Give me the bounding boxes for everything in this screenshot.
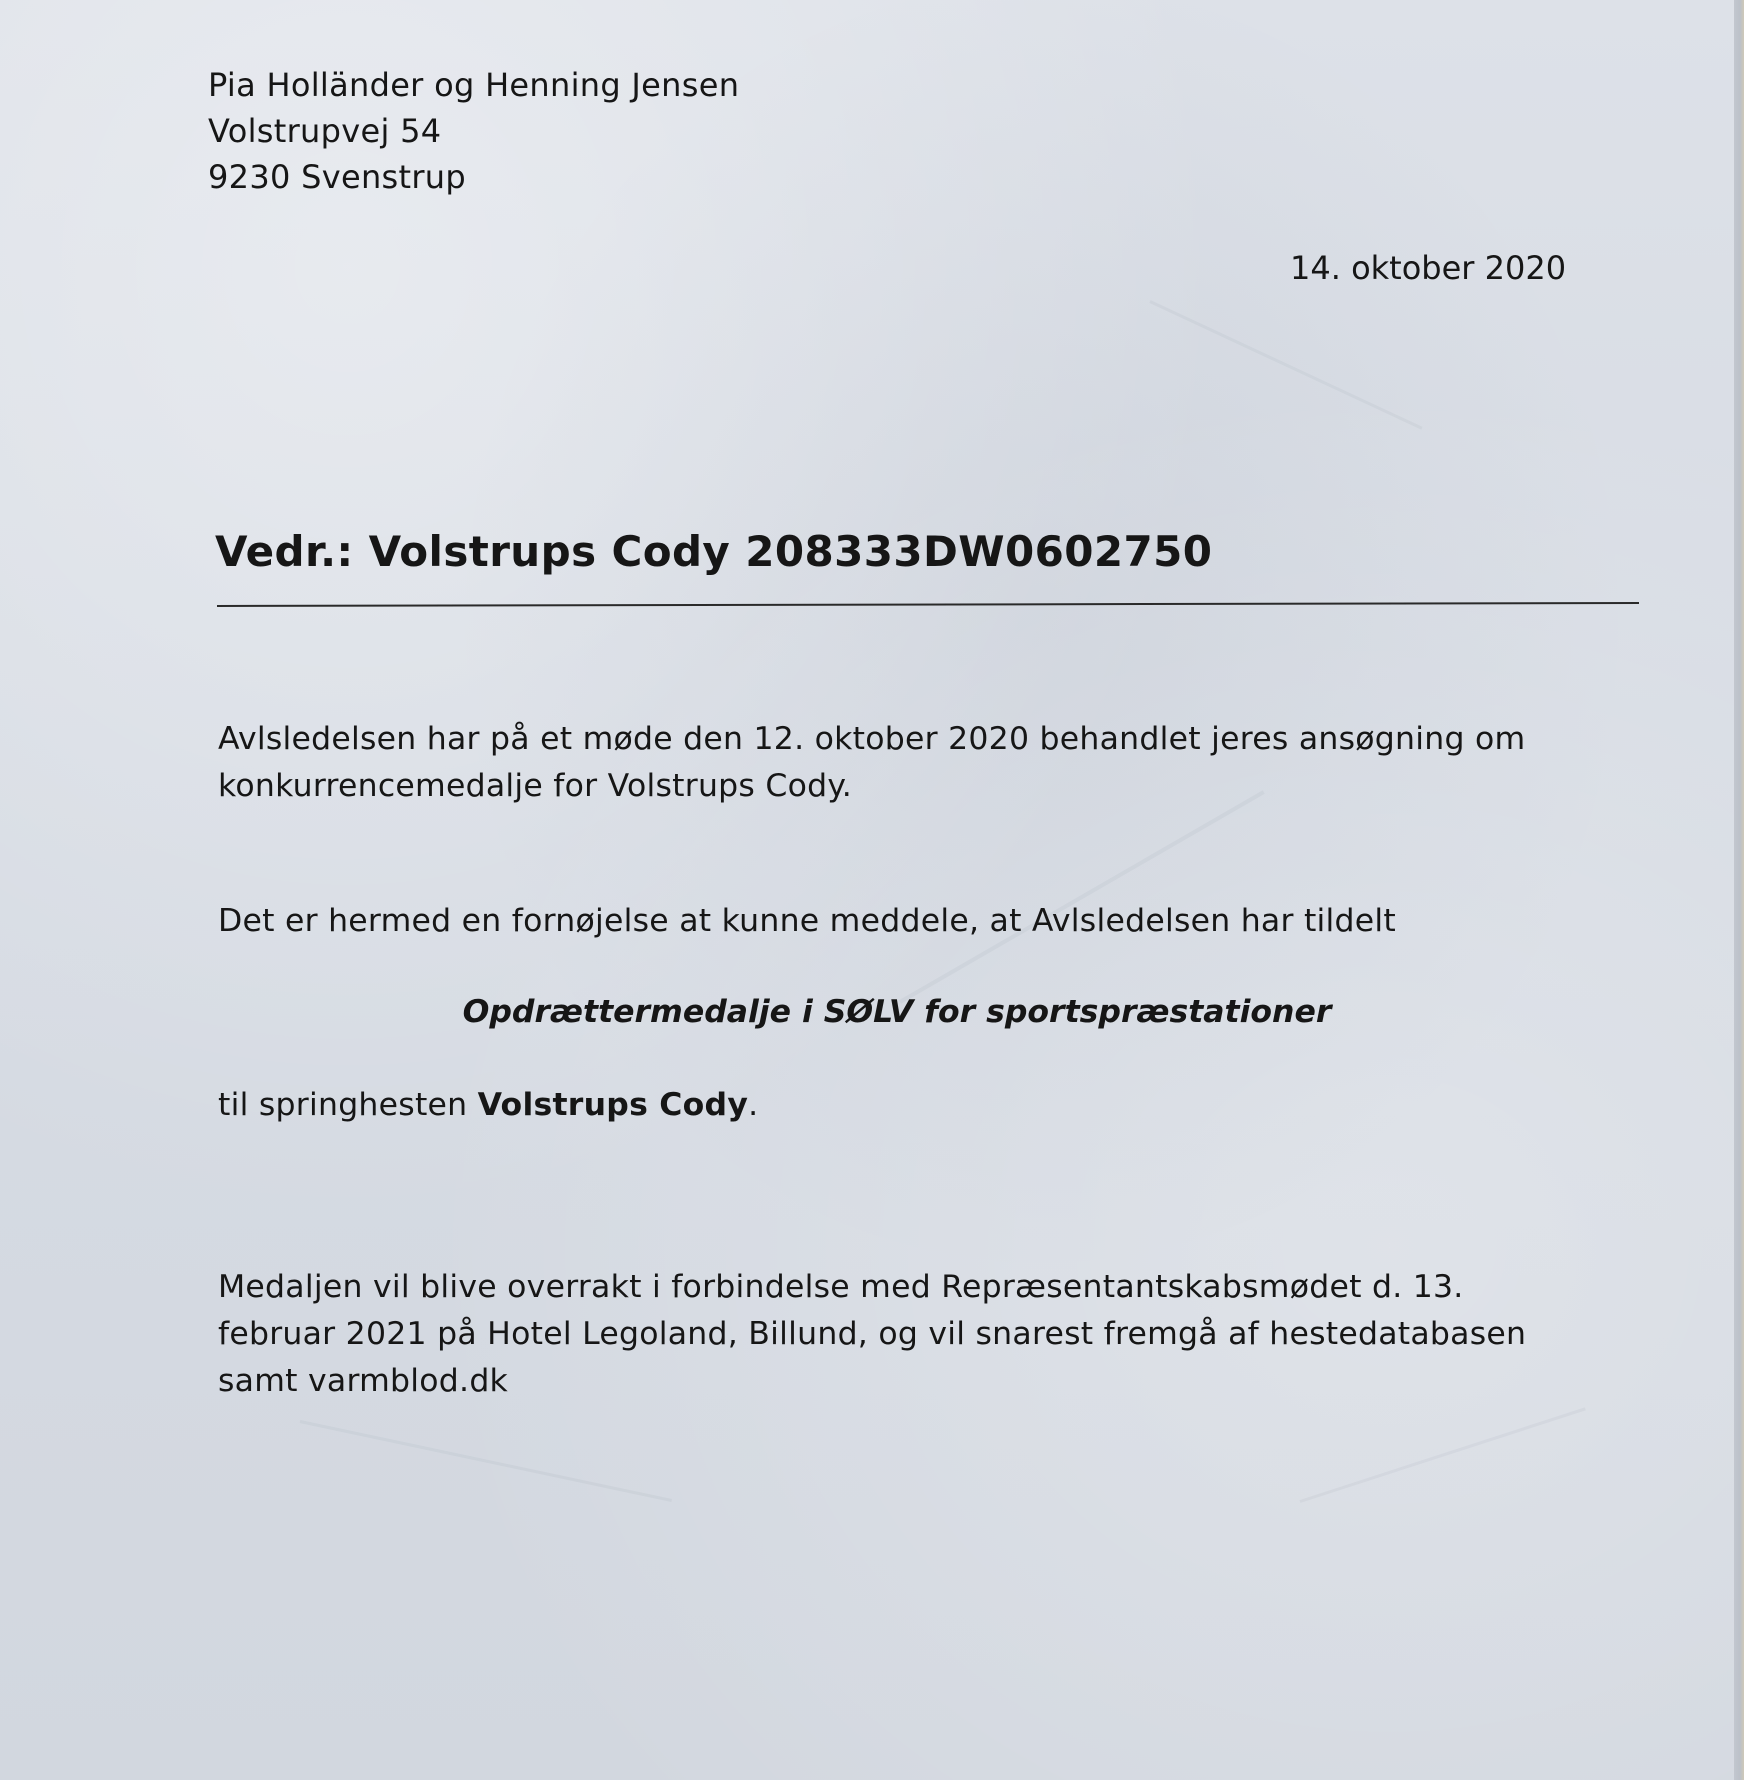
paragraph-line: Avlsledelsen har på et møde den 12. oktober 2020 behandlet jeres ansøgning om <box>218 721 1526 757</box>
paper-edge <box>1734 0 1744 1780</box>
medal-title: Opdrættermedalje i SØLV for sportspræstationer <box>462 994 1332 1030</box>
letter-date: 14. oktober 2020 <box>1290 249 1567 287</box>
sender-address <box>208 62 739 200</box>
letter-subject: Vedr.: Volstrups Cody 208333DW0602750 <box>215 527 1213 576</box>
subject-divider <box>217 602 1639 607</box>
horse-name: Volstrups Cody <box>477 1087 749 1123</box>
sender-name: Pia Holländer og Henning Jensen <box>208 66 740 104</box>
paragraph-announcement <box>218 898 1396 945</box>
horse-suffix: . <box>748 1087 759 1123</box>
paragraph-line: konkurrencemedalje for Volstrups Cody. <box>218 768 853 804</box>
paper-crease <box>300 1420 672 1502</box>
paragraph-line: Det er hermed en fornøjelse at kunne meddele, at Avlsledelsen har tildelt <box>218 903 1397 939</box>
paper-crease <box>1149 300 1422 430</box>
sender-street: Volstrupvej 54 <box>208 112 442 150</box>
paragraph-horse <box>218 1082 758 1129</box>
paragraph-line: Medaljen vil blive overrakt i forbindelse med Repræsentantskabsmødet d. 13. <box>218 1269 1464 1305</box>
paragraph-line: samt varmblod.dk <box>218 1363 509 1399</box>
paragraph-line: februar 2021 på Hotel Legoland, Billund, og vil snarest fremgå af hestedatabasen <box>218 1316 1527 1352</box>
paragraph-application <box>218 716 1525 810</box>
horse-prefix: til springhesten <box>218 1087 478 1123</box>
sender-city: 9230 Svenstrup <box>208 158 466 196</box>
paper-crease <box>899 790 1265 1003</box>
paragraph-ceremony <box>218 1264 1526 1405</box>
paper-crease <box>1300 1407 1586 1503</box>
